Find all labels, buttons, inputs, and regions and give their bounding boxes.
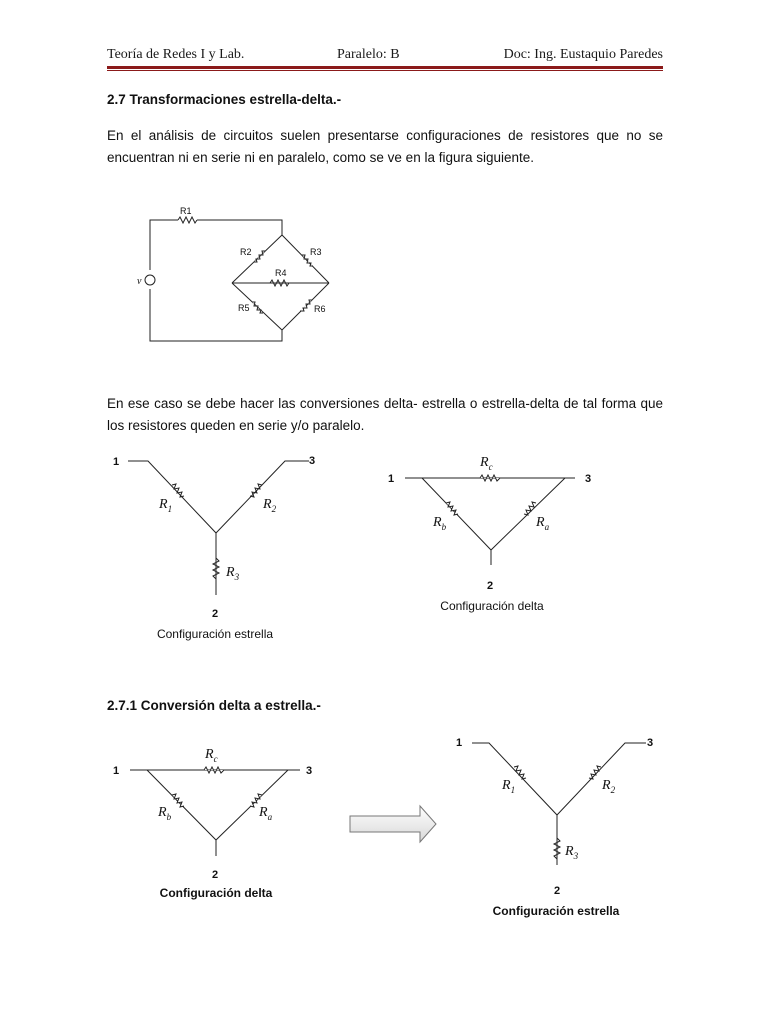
- delta-bottom-node-3: 3: [306, 765, 313, 777]
- header-parallel: Paralelo: B: [337, 47, 400, 62]
- star-bottom-node-2: 2: [554, 885, 561, 897]
- header-course: Teoría de Redes I y Lab.: [107, 47, 245, 62]
- star-diagram-top: [128, 461, 309, 595]
- star-bottom-caption: Configuración estrella: [492, 904, 620, 918]
- star-bottom-node-1: 1: [456, 737, 463, 749]
- star-top-r3-label: $R_3$: [226, 565, 240, 582]
- conversion-paragraph: En ese caso se debe hacer las conversiones delta- estrella o estrella-delta de tal forma que los resistores queden en serie y/o paralelo.: [107, 396, 663, 433]
- r3-label: R3: [310, 247, 322, 257]
- delta-top-ra-label: $R_a$: [536, 515, 550, 532]
- star-bottom-r2-label: $R_2$: [602, 778, 616, 795]
- star-top-node-2: 2: [212, 608, 219, 620]
- section-title: 2.7 Transformaciones estrella-delta.-: [107, 92, 342, 107]
- intro-paragraph: En el análisis de circuitos suelen presentarse configuraciones de resistores que no se encuentran ni en serie ni en paralelo, como se ve en la figura siguiente.: [107, 128, 663, 165]
- voltage-source-icon: [145, 275, 155, 285]
- star-top-r2-label: $R_2$: [263, 497, 277, 514]
- star-bottom-node-3: 3: [647, 737, 654, 749]
- star-r1-resistor: [172, 484, 184, 497]
- delta-top-rc-label: $R_c$: [480, 455, 493, 472]
- subsection-title: 2.7.1 Conversión delta a estrella.-: [107, 698, 321, 713]
- bridge-wire-left-top: [150, 220, 178, 270]
- bridge-wire-left-bottom: [150, 289, 282, 341]
- delta-diagram-bottom: [130, 767, 300, 856]
- star-top-node-1: 1: [113, 456, 120, 468]
- delta-top-node-1: 1: [388, 473, 395, 485]
- delta-bottom-rb-resistor: [172, 794, 184, 807]
- delta-bottom-rc-label: $R_c$: [205, 747, 218, 764]
- r1-label: R1: [180, 206, 192, 216]
- r1-resistor: [178, 217, 197, 223]
- r5-label: R5: [238, 303, 250, 313]
- delta-bottom-rc-resistor: [204, 767, 224, 773]
- delta-bottom-node-1: 1: [113, 765, 120, 777]
- star-top-caption: Configuración estrella: [156, 627, 274, 641]
- delta-top-node-3: 3: [585, 473, 592, 485]
- star-top-node-3: 3: [309, 455, 316, 467]
- r6-label: R6: [314, 304, 326, 314]
- bridge-circuit: [145, 217, 329, 341]
- bridge-wire-top-right: [197, 220, 282, 235]
- star-top-r1-label: $R_1$: [159, 497, 173, 514]
- delta-top-caption: Configuración delta: [440, 599, 544, 613]
- star-bottom-r2-resistor: [589, 766, 601, 779]
- star-bottom-r3-label: $R_3$: [565, 844, 579, 861]
- delta-top-node-2: 2: [487, 580, 494, 592]
- r5-resistor: [252, 302, 263, 313]
- r2-label: R2: [240, 247, 252, 257]
- star-bottom-r1-label: $R_1$: [502, 778, 516, 795]
- delta-bottom-ra-label: $R_a$: [259, 805, 273, 822]
- right-arrow-icon: [350, 806, 436, 842]
- source-label: v: [137, 276, 142, 287]
- star-diagram-bottom: [472, 743, 646, 865]
- delta-top-rb-label: $R_b$: [433, 515, 447, 532]
- delta-top-rc-resistor: [480, 475, 500, 481]
- r2-resistor: [254, 251, 265, 262]
- star-bottom-r1-resistor: [514, 766, 526, 779]
- delta-bottom-node-2: 2: [212, 869, 219, 881]
- delta-diagram-top: [405, 475, 575, 565]
- delta-bottom-rb-label: $R_b$: [158, 805, 172, 822]
- delta-top-rb-resistor: [446, 502, 458, 515]
- header-teacher: Doc: Ing. Eustaquio Paredes: [503, 47, 663, 62]
- r4-label: R4: [275, 268, 287, 278]
- delta-bottom-caption: Configuración delta: [159, 886, 273, 900]
